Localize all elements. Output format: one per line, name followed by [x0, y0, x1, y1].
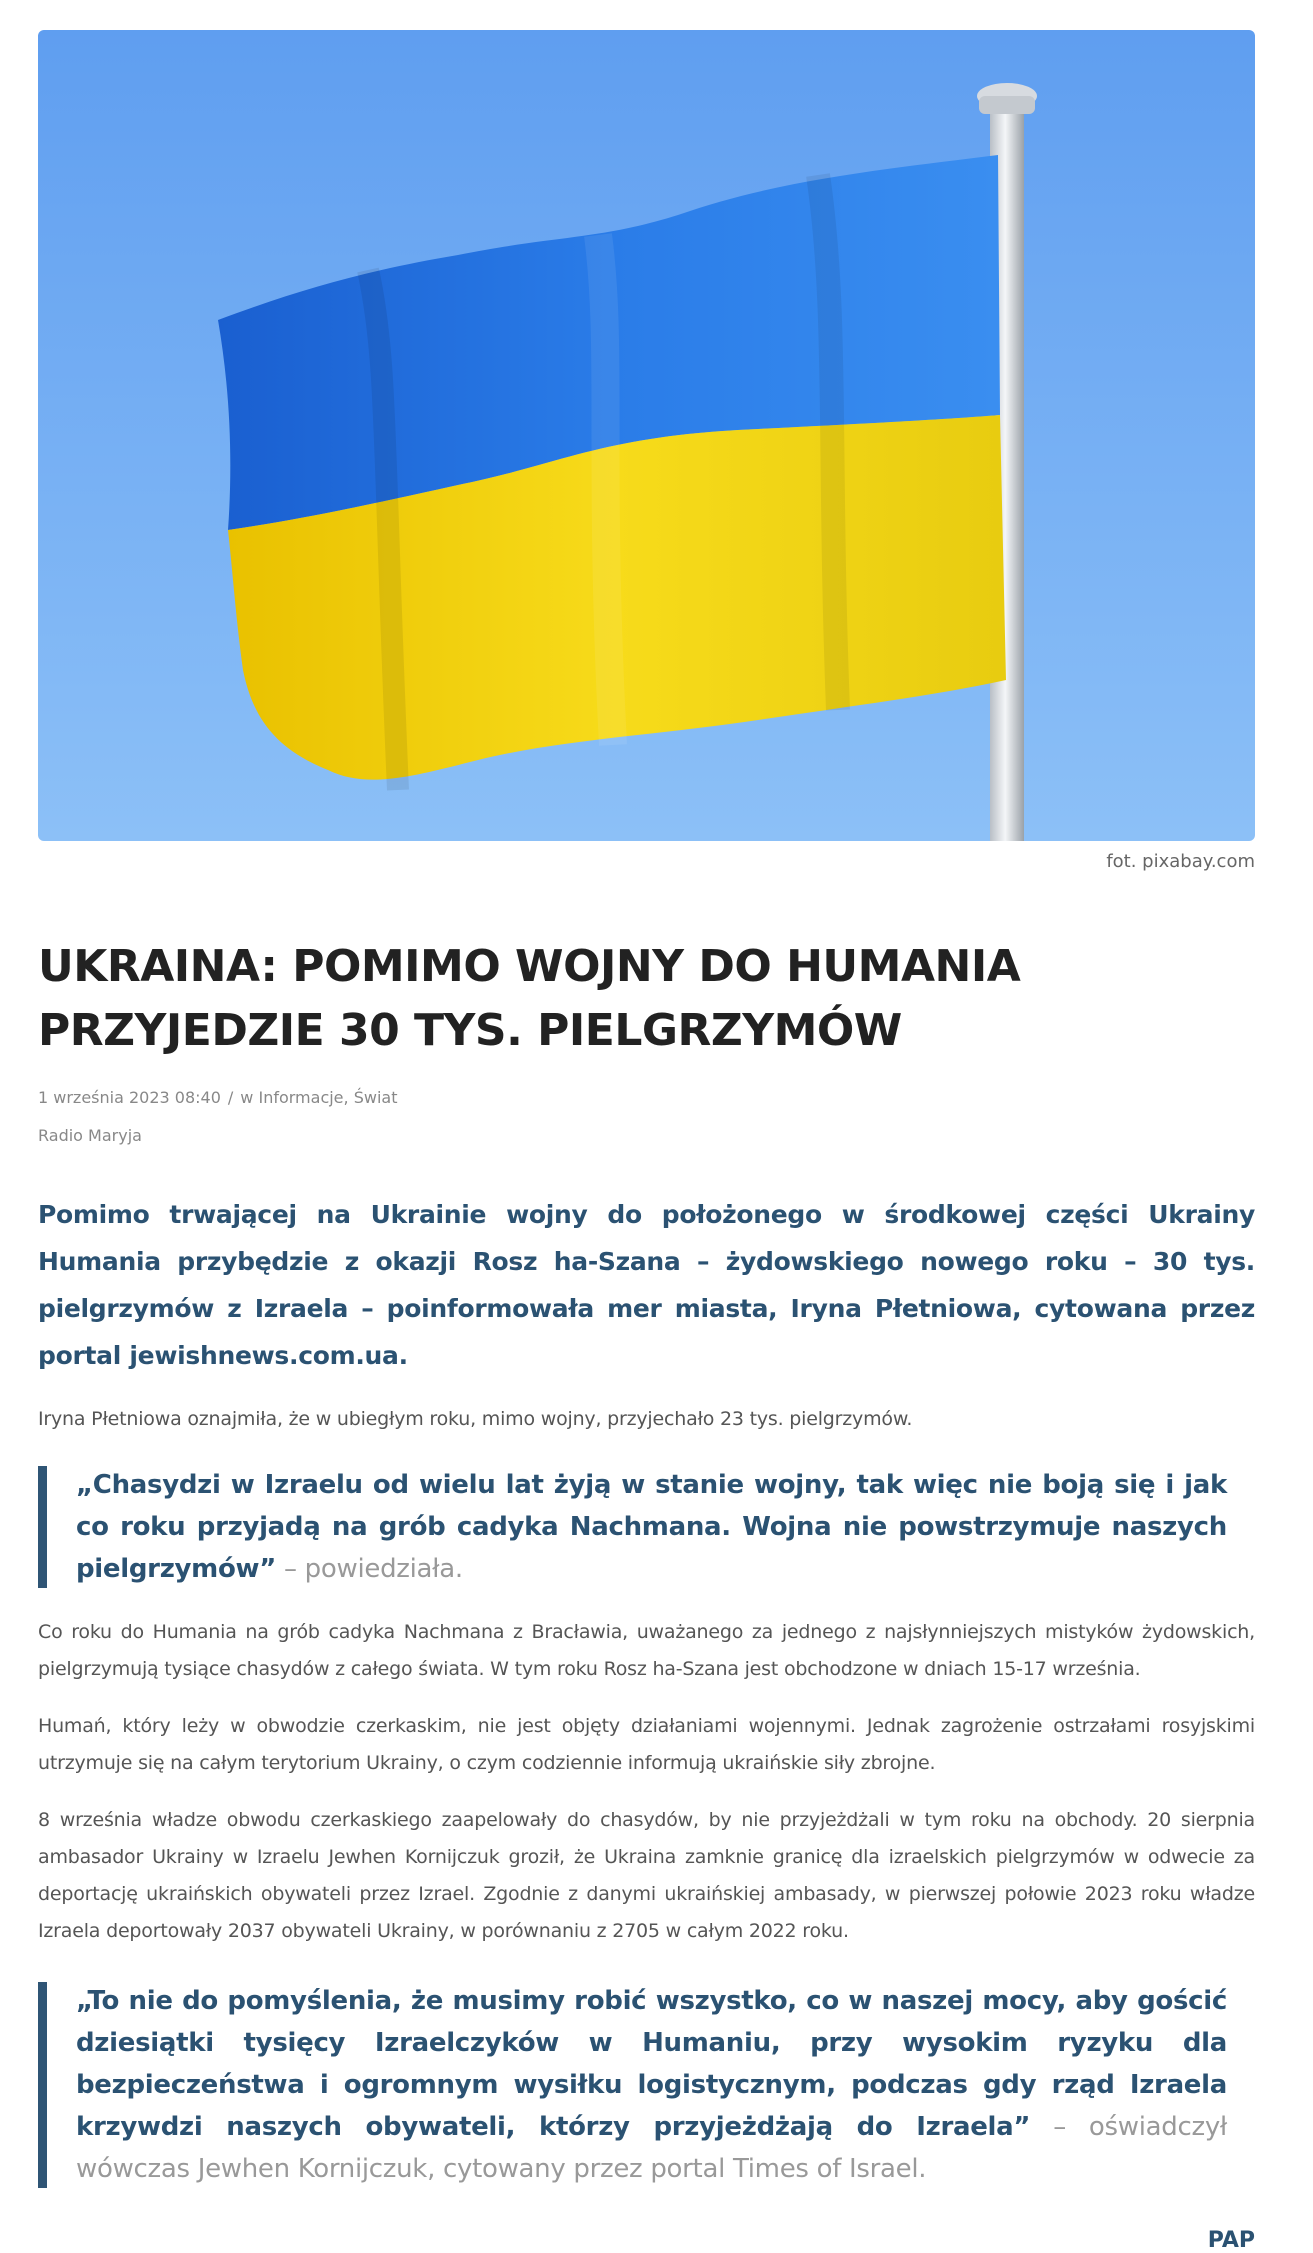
hero-image [38, 30, 1255, 841]
paragraph-2: Co roku do Humania na grób cadyka Nachmana z Bracławia, uważanego za jednego z najsłynniejszych mistyków żydowskich, pielgrzymują tysiące chasydów z całego świata. W tym roku Rosz ha-Szana jest obchodzone w dniach 15-17 września. [38, 1621, 1255, 1680]
quote-1-text: „Chasydzi w Izraelu od wielu lat żyją w stanie wojny, tak więc nie boją się i jak co roku przyjadą na grób cadyka Nachmana. Wojna nie powstrzymuje naszych pielgrzymów” [76, 1470, 1227, 1584]
quote-2-attribution: – oświadczył wówczas Jewhen Kornijczuk, cytowany przez portal Times of Israel. [76, 2112, 1227, 2184]
article-date: 1 września 2023 08:40 [38, 1088, 221, 1107]
article-author: Radio Maryja [38, 1126, 142, 1145]
paragraph-4: 8 września władze obwodu czerkaskiego zaapelowały do chasydów, by nie przyjeżdżali w tym roku na obchody. 20 sierpnia ambasador Ukrainy w Izraelu Jewhen Kornijczuk groził, że Ukraina zamknie granicę dla izraelskich pielgrzymów w odwecie za deportację ukraińskich obywateli przez Izrael. Zgodnie z danymi ukraińskiej ambasady, w pierwszej połowie 2023 roku władze Izraela deportowały 2037 obywateli Ukrainy, w porównaniu z 2705 w całym 2022 roku. [38, 1809, 1255, 1942]
article-lead: Pomimo trwającej na Ukrainie wojny do położonego w środkowej części Ukrainy Humania przybędzie z okazji Rosz ha-Szana – żydowskiego nowego roku – 30 tys. pielgrzymów z Izraela – poinformowała mer miasta, Iryna Płetniowa, cytowana przez portal jewishnews.com.ua. [38, 1200, 1255, 1370]
paragraph-3: Humań, który leży w obwodzie czerkaskim, nie jest objęty działaniami wojennymi. Jednak zagrożenie ostrzałami rosyjskimi utrzymuje się na całym terytorium Ukrainy, o czym codziennie informują ukraińskie siły zbrojne. [38, 1715, 1255, 1774]
article-meta [38, 1087, 1255, 1109]
article-categories[interactable]: w Informacje, Świat [240, 1088, 398, 1107]
article-source: PAP [1207, 2228, 1255, 2253]
article-title: UKRAINA: POMIMO WOJNY DO HUMANIA PRZYJEDZIE 30 TYS. PIELGRZYMÓW [38, 941, 1021, 1056]
quote-1-attribution: – powiedziała. [276, 1554, 463, 1584]
meta-separator: / [227, 1088, 234, 1107]
blockquote-2 [38, 1980, 1255, 2190]
image-credit: fot. pixabay.com [1106, 851, 1255, 872]
blockquote-1 [38, 1464, 1255, 1590]
paragraph-1: Iryna Płetniowa oznajmiła, że w ubiegłym roku, mimo wojny, przyjechało 23 tys. pielgrzymów. [38, 1408, 913, 1430]
article-page [38, 30, 1255, 2253]
quote-2-text: „To nie do pomyślenia, że musimy robić wszystko, co w naszej mocy, aby gościć dziesiątki tysięcy Izraelczyków w Humaniu, przy wysokim ryzyku dla bezpieczeństwa i ogromnym wysiłku logistycznym, podczas gdy rząd Izraela krzywdzi naszych obywateli, którzy przyjeżdżają do Izraela” [76, 1986, 1227, 2142]
